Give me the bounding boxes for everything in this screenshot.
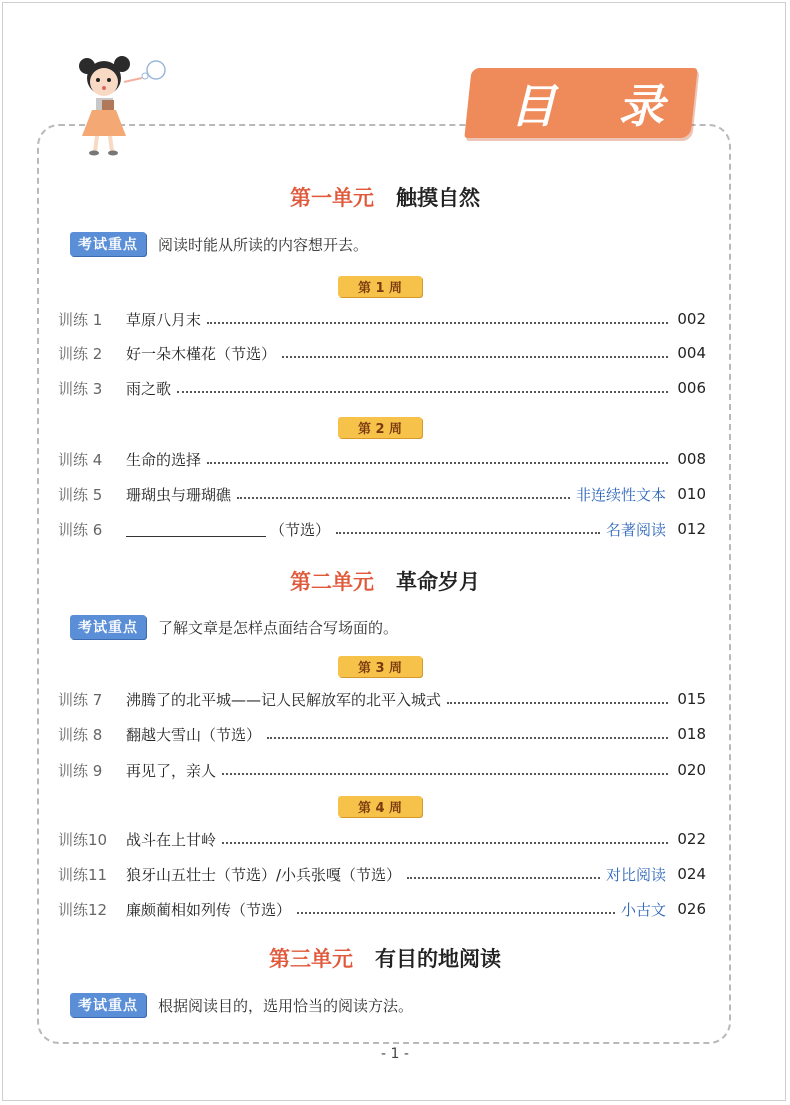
entry-title: （节选）: [270, 520, 331, 539]
entry-label: 训练 6: [58, 520, 103, 539]
entry-label: 训练 5: [58, 485, 103, 504]
toc-entry[interactable]: [58, 376, 706, 400]
entry-title: 战斗在上甘岭: [126, 830, 217, 849]
key-point-text: 阅读时能从所读的内容想开去。: [158, 235, 369, 254]
week-badge: 第 4 周: [338, 796, 422, 817]
leader-dots: [282, 355, 668, 358]
entry-title: 雨之歌: [126, 379, 172, 398]
entry-page: 026: [677, 900, 706, 918]
leader-dots: [267, 736, 668, 739]
entry-label: 训练 7: [58, 690, 103, 709]
key-point-badge: 考试重点: [70, 615, 146, 639]
entry-page: 002: [677, 310, 706, 328]
toc-entry[interactable]: [58, 897, 706, 921]
leader-dots: [407, 876, 600, 879]
week-badge: 第 2 周: [338, 417, 422, 438]
unit-number: 第二单元: [290, 570, 374, 594]
entry-tag: 非连续性文本: [575, 485, 666, 504]
toc-entry[interactable]: [58, 517, 706, 541]
blank-line: [126, 522, 266, 537]
entry-tag: 小古文: [620, 900, 666, 919]
entry-page: 006: [677, 379, 706, 397]
unit-title: [40, 182, 730, 212]
entry-label: 训练11: [58, 865, 108, 884]
unit-name: 有目的地阅读: [375, 947, 501, 971]
page-number: - 1 -: [381, 1046, 409, 1062]
title-char-2: 录: [618, 79, 666, 133]
cartoon-girl-illustration: [72, 52, 167, 157]
unit-title: [40, 943, 730, 973]
key-point-badge: 考试重点: [70, 232, 146, 256]
entry-title: 生命的选择: [126, 450, 202, 469]
entry-tag: 对比阅读: [605, 865, 666, 884]
leader-dots: [177, 390, 668, 393]
entry-label: 训练12: [58, 900, 108, 919]
entry-label: 训练 4: [58, 450, 103, 469]
entry-page: 015: [677, 690, 706, 708]
toc-entry[interactable]: [58, 341, 706, 365]
entry-label: 训练 3: [58, 379, 103, 398]
entry-page: 022: [677, 830, 706, 848]
entry-tag: 名著阅读: [605, 520, 666, 539]
week-badge: 第 3 周: [338, 656, 422, 677]
page-title: [488, 68, 688, 138]
entry-title: 再见了，亲人: [126, 761, 217, 780]
entry-page: 018: [677, 725, 706, 743]
toc-entry[interactable]: [58, 722, 706, 746]
toc-entry[interactable]: [58, 687, 706, 711]
entry-title: 珊瑚虫与珊瑚礁: [126, 485, 232, 504]
unit-title: [40, 566, 730, 596]
entry-label: 训练10: [58, 830, 108, 849]
key-point-row: [70, 615, 398, 639]
entry-title: 草原八月末: [126, 310, 202, 329]
toc-entry[interactable]: [58, 447, 706, 471]
entry-page: 024: [677, 865, 706, 883]
leader-dots: [207, 461, 668, 464]
leader-dots: [222, 772, 668, 775]
unit-number: 第三单元: [269, 947, 353, 971]
unit-name: 革命岁月: [396, 570, 480, 594]
toc-entry[interactable]: [58, 482, 706, 506]
entry-title: 狼牙山五壮士（节选）/小兵张嘎（节选）: [126, 865, 402, 884]
leader-dots: [447, 701, 668, 704]
entry-title: 好一朵木槿花（节选）: [126, 344, 277, 363]
entry-page: 012: [677, 520, 706, 538]
entry-page: 008: [677, 450, 706, 468]
key-point-badge: 考试重点: [70, 993, 146, 1017]
week-badge: 第 1 周: [338, 276, 422, 297]
key-point-row: [70, 232, 368, 256]
entry-label: 训练 1: [58, 310, 103, 329]
leader-dots: [336, 531, 600, 534]
entry-page: 010: [677, 485, 706, 503]
unit-name: 触摸自然: [396, 186, 480, 210]
title-char-1: 目: [510, 79, 558, 133]
toc-entry[interactable]: [58, 827, 706, 851]
entry-label: 训练 2: [58, 344, 103, 363]
toc-entry[interactable]: [58, 307, 706, 331]
key-point-text: 了解文章是怎样点面结合写场面的。: [158, 618, 399, 637]
entry-title: 翻越大雪山（节选）: [126, 725, 262, 744]
entry-label: 训练 9: [58, 761, 103, 780]
entry-page: 020: [677, 761, 706, 779]
entry-page: 004: [677, 344, 706, 362]
toc-entry[interactable]: [58, 758, 706, 782]
leader-dots: [297, 911, 615, 914]
entry-title: 沸腾了的北平城——记人民解放军的北平入城式: [126, 690, 442, 709]
entry-title: 廉颇蔺相如列传（节选）: [126, 900, 292, 919]
unit-number: 第一单元: [290, 186, 374, 210]
leader-dots: [207, 321, 668, 324]
toc-entry[interactable]: [58, 862, 706, 886]
key-point-row: [70, 993, 413, 1017]
entry-label: 训练 8: [58, 725, 103, 744]
key-point-text: 根据阅读目的，选用恰当的阅读方法。: [158, 996, 414, 1015]
leader-dots: [222, 841, 668, 844]
leader-dots: [237, 496, 570, 499]
